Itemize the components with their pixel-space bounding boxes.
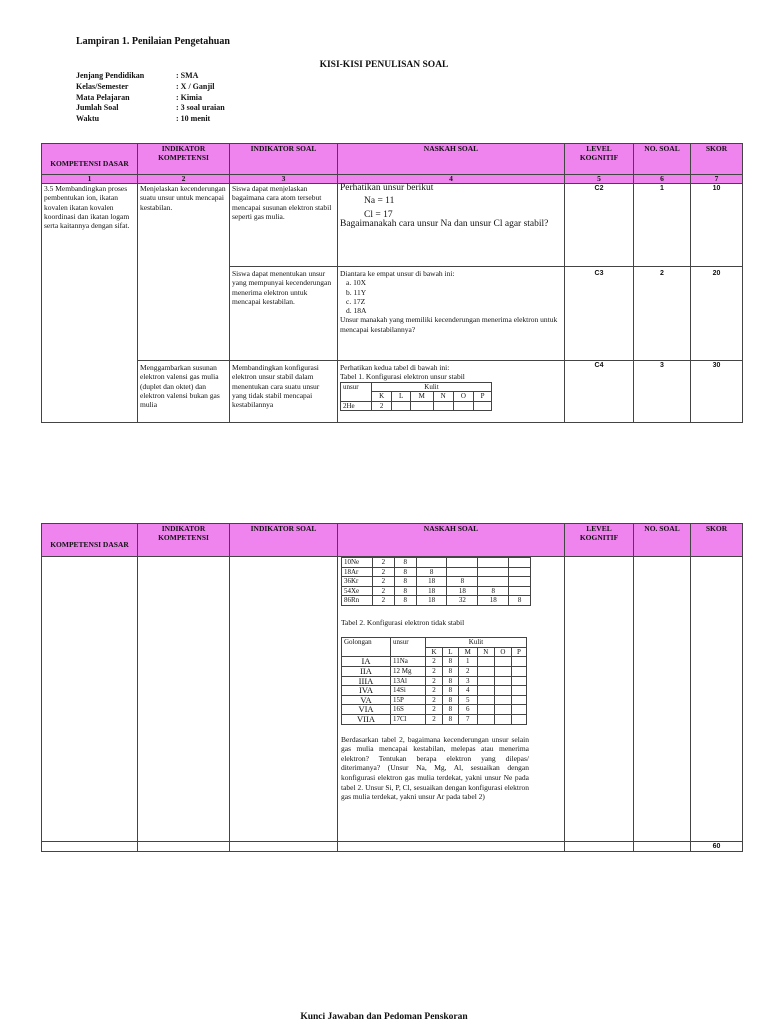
- is-text: Membandingkan konfigurasi elektron unsur stabil dalam menentukan cara suatu unsur yang tidak stabil mencapai kestabilannya: [230, 361, 338, 423]
- golongan-value: IIIA: [342, 676, 391, 686]
- shell-header: L: [392, 392, 411, 402]
- header-no-soal: NO. SOAL: [634, 144, 691, 175]
- ns-cell: [338, 184, 565, 267]
- shell-value: 8: [443, 705, 459, 715]
- shell-value: [494, 667, 511, 677]
- element-label: 16S: [391, 705, 426, 715]
- shell-value: [474, 401, 492, 411]
- shell-value: 2: [373, 586, 395, 596]
- element-label: 11Na: [391, 657, 426, 667]
- shell-value: [478, 567, 509, 577]
- meta-key: Jumlah Soal: [76, 103, 119, 113]
- ns-option: c. 17Z: [346, 296, 366, 306]
- element-label: 2He: [341, 401, 372, 411]
- shell-value: [477, 676, 494, 686]
- shell-value: 2: [373, 558, 395, 568]
- ik-text: Menjelaskan kecenderungan suatu unsur untuk mencapai kestabilan.: [138, 184, 230, 361]
- golongan-header: Golongan: [342, 638, 391, 657]
- shell-value: 8: [394, 596, 416, 606]
- header-kompetensi-dasar: KOMPETENSI DASAR: [42, 144, 138, 175]
- meta-key: Mata Pelajaran: [76, 92, 130, 102]
- shell-value: [392, 401, 411, 411]
- shell-value: 2: [373, 596, 395, 606]
- shell-value: 8: [443, 715, 459, 725]
- kunci-jawaban-title: Kunci Jawaban dan Pedoman Penskoran: [300, 1012, 468, 1022]
- lampiran-title: Lampiran 1. Penilaian Pengetahuan: [76, 36, 230, 47]
- shell-value: 8: [447, 577, 478, 587]
- shell-value: 5: [458, 695, 477, 705]
- meta-row: [76, 114, 225, 125]
- shell-value: 8: [394, 577, 416, 587]
- shell-value: [477, 695, 494, 705]
- golongan-value: VIA: [342, 705, 391, 715]
- header-no-soal: NO. SOAL: [634, 524, 691, 557]
- meta-row: [76, 71, 225, 82]
- shell-header: O: [494, 647, 511, 657]
- shell-value: 32: [447, 596, 478, 606]
- header-naskah-soal: NASKAH SOAL: [338, 524, 565, 557]
- ns-cell: [338, 361, 565, 423]
- element-label: 18Ar: [342, 567, 373, 577]
- header-indikator-soal: INDIKATOR SOAL: [230, 144, 338, 175]
- shell-value: 18: [447, 586, 478, 596]
- golongan-value: VA: [342, 695, 391, 705]
- shell-value: 18: [478, 596, 509, 606]
- shell-value: [494, 695, 511, 705]
- header-indikator-kompetensi: INDIKATOR KOMPETENSI: [138, 144, 230, 175]
- shell-value: [477, 657, 494, 667]
- shell-value: 2: [426, 676, 443, 686]
- shell-header: P: [474, 392, 492, 402]
- shell-header: N: [433, 392, 453, 402]
- shell-value: 2: [373, 567, 395, 577]
- shell-value: 2: [458, 667, 477, 677]
- header-skor: SKOR: [691, 524, 743, 557]
- shell-value: 8: [443, 695, 459, 705]
- shell-value: [511, 667, 526, 677]
- level-kognitif: C2: [565, 184, 634, 267]
- shell-value: 2: [426, 715, 443, 725]
- shell-value: [477, 705, 494, 715]
- shell-value: [453, 401, 473, 411]
- meta-value: : 3 soal uraian: [176, 103, 225, 113]
- shell-value: 2: [373, 577, 395, 587]
- shell-header: L: [443, 647, 459, 657]
- table-1-title: Tabel 1. Konfigurasi elektron unsur stabil: [340, 372, 465, 382]
- shell-value: 7: [458, 715, 477, 725]
- config-table-unstable: [341, 637, 527, 724]
- shell-value: [494, 686, 511, 696]
- table-row: [42, 184, 743, 267]
- total-skor: 60: [691, 842, 743, 852]
- table-row: [42, 361, 743, 423]
- ns-option: b. 11Y: [346, 287, 367, 297]
- no-soal: 1: [634, 184, 691, 267]
- shell-value: [509, 558, 531, 568]
- shell-value: [494, 705, 511, 715]
- meta-key: Kelas/Semester: [76, 81, 129, 91]
- shell-value: [477, 686, 494, 696]
- col-number: 3: [230, 175, 338, 184]
- shell-header: M: [458, 647, 477, 657]
- shell-value: 18: [416, 586, 447, 596]
- shell-value: 2: [426, 686, 443, 696]
- shell-value: [478, 577, 509, 587]
- shell-value: [509, 567, 531, 577]
- header-skor: SKOR: [691, 144, 743, 175]
- col-number: 4: [338, 175, 565, 184]
- kisi-table-1: [41, 143, 743, 423]
- header-level-kognitif: LEVEL KOGNITIF: [565, 144, 634, 175]
- skor: 10: [691, 184, 743, 267]
- level-kognitif: C4: [565, 361, 634, 423]
- shell-value: 2: [426, 667, 443, 677]
- shell-value: [416, 558, 447, 568]
- shell-value: [511, 705, 526, 715]
- meta-value: : X / Ganjil: [176, 81, 215, 91]
- shell-value: [511, 695, 526, 705]
- element-label: 15P: [391, 695, 426, 705]
- element-label: 86Rn: [342, 596, 373, 606]
- golongan-value: IIA: [342, 667, 391, 677]
- shell-value: [494, 715, 511, 725]
- meta-value: : 10 menit: [176, 114, 211, 124]
- shell-value: 4: [458, 686, 477, 696]
- shell-value: 8: [443, 686, 459, 696]
- is-text: Siswa dapat menjelaskan bagaimana cara atom tersebut mencapai susunan elektron stabil seperti gas mulia.: [230, 184, 338, 267]
- ns-cell: [338, 267, 565, 361]
- meta-row: [76, 93, 225, 104]
- golongan-value: IA: [342, 657, 391, 667]
- header-indikator-kompetensi: INDIKATOR KOMPETENSI: [138, 524, 230, 557]
- ns-na: Na = 11: [364, 196, 395, 207]
- shell-value: 3: [458, 676, 477, 686]
- shell-value: 8: [416, 567, 447, 577]
- col-number: 2: [138, 175, 230, 184]
- shell-value: 8: [443, 667, 459, 677]
- table-row: [42, 557, 743, 842]
- header-indikator-soal: INDIKATOR SOAL: [230, 524, 338, 557]
- meta-row: [76, 103, 225, 114]
- no-soal: 2: [634, 267, 691, 361]
- col-number: 1: [42, 175, 138, 184]
- header-kompetensi-dasar: KOMPETENSI DASAR: [42, 524, 138, 557]
- shell-header: K: [372, 392, 392, 402]
- ns-cl: Cl = 17: [364, 209, 393, 220]
- config-table-stable-top: [340, 382, 492, 412]
- meta-info: [76, 71, 225, 125]
- table-2-title: Tabel 2. Konfigurasi elektron tidak stabil: [341, 617, 465, 627]
- ns-option: a. 10X: [346, 278, 366, 288]
- element-label: 36Kr: [342, 577, 373, 587]
- skor: 30: [691, 361, 743, 423]
- no-soal: 3: [634, 361, 691, 423]
- ns-option: d. 18A: [346, 306, 367, 316]
- shell-value: [477, 715, 494, 725]
- config-table-stable: [341, 557, 531, 606]
- shell-value: 8: [478, 586, 509, 596]
- header-level-kognitif: LEVEL KOGNITIF: [565, 524, 634, 557]
- element-label: 10Ne: [342, 558, 373, 568]
- shell-value: [477, 667, 494, 677]
- shell-value: 8: [394, 567, 416, 577]
- shell-header: N: [477, 647, 494, 657]
- shell-value: 2: [426, 705, 443, 715]
- skor: 20: [691, 267, 743, 361]
- element-label: 14Si: [391, 686, 426, 696]
- shell-value: [447, 567, 478, 577]
- meta-value: : SMA: [176, 71, 199, 80]
- element-label: 54Xe: [342, 586, 373, 596]
- col-number: 6: [634, 175, 691, 184]
- shell-value: 8: [509, 596, 531, 606]
- shell-value: 1: [458, 657, 477, 667]
- shell-value: 2: [426, 695, 443, 705]
- meta-key: Jenjang Pendidikan: [76, 71, 145, 80]
- shell-header: K: [426, 647, 443, 657]
- golongan-value: VIIA: [342, 715, 391, 725]
- shell-header: P: [511, 647, 526, 657]
- ns-intro: Perhatikan unsur berikut: [340, 183, 434, 193]
- kd-text: 3.5 Membandingkan proses pembentukan ion, ikatan kovalen ikatan kovalen koordinasi dan ikatan logam serta kaitannya dengan sifat.: [42, 184, 138, 423]
- ik-text: Menggambarkan susunan elektron valensi gas mulia (duplet dan oktet) dan elektron valensi bukan gas mulia: [138, 361, 230, 423]
- col-number: 5: [565, 175, 634, 184]
- ns-intro: Diantara ke empat unsur di bawah ini:: [340, 269, 455, 278]
- is-text: Siswa dapat menentukan unsur yang mempunyai kecenderungan menerima elektron untuk mencapai kestabilan.: [230, 267, 338, 361]
- element-label: 17Cl: [391, 715, 426, 725]
- shell-value: 18: [416, 577, 447, 587]
- element-label: 13Al: [391, 676, 426, 686]
- ns-question: Bagaimanakah cara unsur Na dan unsur Cl agar stabil?: [340, 218, 549, 229]
- header-naskah-soal: NASKAH SOAL: [338, 144, 565, 175]
- shell-value: 8: [394, 586, 416, 596]
- shell-header: M: [410, 392, 433, 402]
- shell-value: 2: [426, 657, 443, 667]
- shell-value: 18: [416, 596, 447, 606]
- shell-value: 8: [443, 676, 459, 686]
- shell-value: [511, 715, 526, 725]
- shell-value: [494, 657, 511, 667]
- shell-value: [447, 558, 478, 568]
- shell-value: 8: [394, 558, 416, 568]
- element-label: 12 Mg: [391, 667, 426, 677]
- shell-value: [511, 657, 526, 667]
- shell-header: O: [453, 392, 473, 402]
- shell-value: 6: [458, 705, 477, 715]
- shell-value: [433, 401, 453, 411]
- kisi-table-2: [41, 523, 743, 852]
- closing-question: Berdasarkan tabel 2, bagaimana kecenderungan unsur selain gas mulia mencapai kestabilan, melepas atau menerima elektron? Tentukan berapa elektron yang dilepas/ diterimanya? (Unsur Na, Mg, Al, sesuaikan dengan konfigurasi elektron gas mulia terdekat, yakni unsur Ne pada tabel 2. Unsur Si, P, Cl, sesuaikan dengan konfigurasi elektron gas mulia terdekat, yakni unsur Ar pada tabel 2): [341, 734, 529, 802]
- total-row: [42, 842, 743, 852]
- shell-value: [509, 586, 531, 596]
- meta-value: : Kimia: [176, 92, 202, 102]
- shell-value: [494, 676, 511, 686]
- meta-key: Waktu: [76, 114, 100, 124]
- ns-cell-continued: [338, 557, 565, 842]
- shell-value: 8: [443, 657, 459, 667]
- level-kognitif: C3: [565, 267, 634, 361]
- shell-value: [509, 577, 531, 587]
- shell-value: [410, 401, 433, 411]
- ns-intro: Perhatikan kedua tabel di bawah ini:: [340, 363, 450, 372]
- golongan-value: IVA: [342, 686, 391, 696]
- col-number: 7: [691, 175, 743, 184]
- shell-value: 2: [372, 401, 392, 411]
- unsur-header: unsur: [391, 638, 426, 657]
- ns-question: Unsur manakah yang memiliki kecenderungan menerima elektron untuk mencapai kestabilannya?: [340, 315, 558, 334]
- shell-value: [511, 686, 526, 696]
- unsur-header: unsur: [341, 382, 372, 401]
- shell-value: [478, 558, 509, 568]
- kulit-header: Kulit: [372, 382, 492, 392]
- document-title: KISI-KISI PENULISAN SOAL: [319, 60, 449, 70]
- shell-value: [511, 676, 526, 686]
- kulit-header: Kulit: [426, 638, 527, 648]
- meta-row: [76, 82, 225, 93]
